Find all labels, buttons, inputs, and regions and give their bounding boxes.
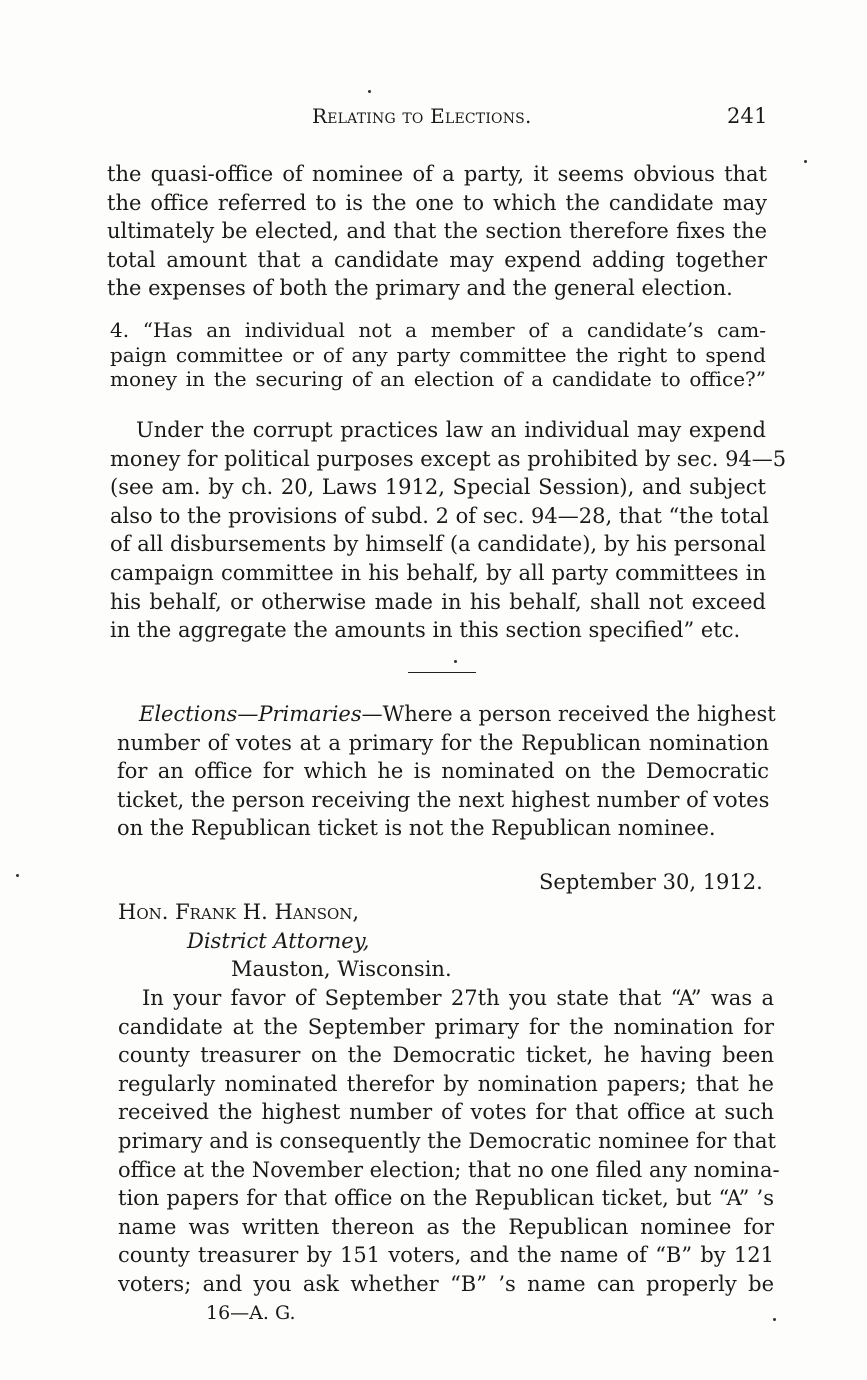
text-line: tion papers for that office on the Republican ticket, but “A” ’s bbox=[118, 1186, 774, 1211]
text-line: the quasi-office of nominee of a party, it seems obvious that bbox=[107, 162, 767, 186]
text-line: in the aggregate the amounts in this section specified” etc. bbox=[110, 618, 741, 643]
text-line: of all disbursements by himself (a candidate), by his personal bbox=[110, 532, 766, 557]
answer-paragraph bbox=[110, 416, 787, 645]
text-line bbox=[117, 700, 776, 729]
text-line: the office referred to is the one to which the candidate may bbox=[107, 190, 767, 215]
text-line: received the highest number of votes for that office at such bbox=[118, 1100, 774, 1125]
section-divider bbox=[408, 672, 476, 673]
print-speck bbox=[804, 160, 807, 163]
addressee-title: District Attorney, bbox=[187, 929, 370, 953]
text-line: his behalf, or otherwise made in his behalf, shall not exceed bbox=[110, 589, 766, 614]
text-line: total amount that a candidate may expend adding together bbox=[107, 247, 767, 272]
text-line: ticket, the person receiving the next highest number of votes bbox=[117, 787, 770, 812]
text-line: for an office for which he is nominated on the Democratic bbox=[117, 759, 769, 784]
question-block bbox=[110, 318, 766, 392]
text-line: In your favor of September 27th you state that “A” was a bbox=[142, 986, 774, 1010]
letter-body bbox=[118, 984, 780, 1299]
addressee-name: Hon. Frank H. Hanson, bbox=[118, 900, 360, 924]
letter-date: September 30, 1912. bbox=[539, 870, 763, 894]
text-line: name was written thereon as the Republican nominee for bbox=[118, 1214, 774, 1239]
text-line: ultimately be elected, and that the section therefore fixes the bbox=[107, 219, 767, 244]
text-line: on the Republican ticket is not the Republican nominee. bbox=[117, 816, 716, 841]
text-line: voters; and you ask whether “B” ’s name can properly be bbox=[118, 1271, 774, 1296]
text-line: Under the corrupt practices law an individual may expend bbox=[136, 418, 766, 442]
text-line: paign committee or of any party committee the right to spend bbox=[110, 342, 766, 367]
text-line: campaign committee in his behalf, by all party committees in bbox=[110, 560, 766, 585]
page-number: 241 bbox=[727, 104, 768, 128]
print-speck bbox=[454, 660, 457, 663]
text-line: money for political purposes except as prohibited by sec. 94—5 bbox=[110, 446, 787, 471]
headnote-text: Where a person received the highest bbox=[382, 702, 776, 726]
text-line: county treasurer by 151 voters, and the name of “B” by 121 bbox=[118, 1243, 774, 1268]
text-line: candidate at the September primary for the nomination for bbox=[118, 1014, 774, 1039]
print-speck bbox=[773, 1318, 776, 1321]
text-line: regularly nominated therefor by nomination papers; that he bbox=[118, 1071, 774, 1096]
headnote-topic: Elections—Primaries— bbox=[139, 702, 383, 726]
text-line: primary and is consequently the Democratic nominee for that bbox=[118, 1128, 776, 1153]
print-speck bbox=[368, 90, 371, 93]
text-line: 4. “Has an individual not a member of a candidate’s cam- bbox=[110, 318, 766, 342]
addressee-place: Mauston, Wisconsin. bbox=[231, 957, 452, 981]
text-line: office at the November election; that no one filed any nomina- bbox=[118, 1157, 780, 1182]
headnote bbox=[117, 700, 776, 843]
text-line: money in the securing of an election of a candidate to office?” bbox=[110, 367, 766, 391]
text-line: county treasurer on the Democratic ticket, he having been bbox=[118, 1043, 774, 1068]
signature-mark: 16—A. G. bbox=[206, 1302, 296, 1324]
print-speck bbox=[16, 874, 19, 877]
paragraph-continuation bbox=[107, 160, 767, 303]
text-line: number of votes at a primary for the Republican nomination bbox=[117, 730, 769, 755]
text-line: also to the provisions of subd. 2 of sec. 94—28, that “the total bbox=[110, 503, 769, 528]
text-line: the expenses of both the primary and the general election. bbox=[107, 276, 733, 301]
running-header: Relating to Elections. bbox=[312, 104, 532, 128]
text-line: (see am. by ch. 20, Laws 1912, Special Session), and subject bbox=[110, 475, 766, 500]
